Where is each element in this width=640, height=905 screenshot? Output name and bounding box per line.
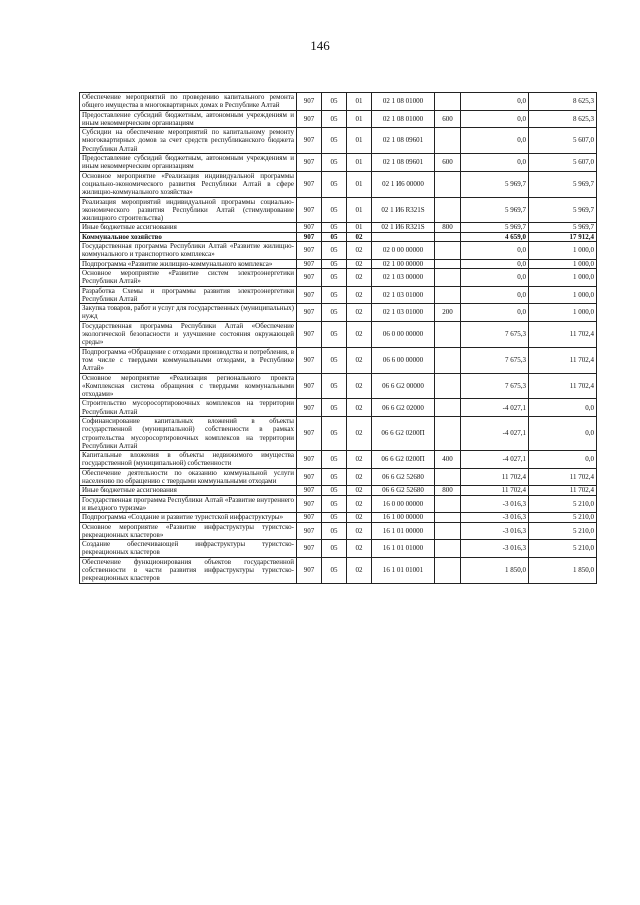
row-subsection-code: 01: [347, 197, 372, 223]
table-row: [80, 522, 597, 540]
row-ministry-code: 907: [297, 522, 322, 540]
row-amount-change: -3 016,3: [461, 522, 529, 540]
row-subsection-code: 02: [347, 468, 372, 486]
row-amount-change: 0,0: [461, 268, 529, 286]
row-target-article-code: 02 1 08 01000: [372, 110, 435, 128]
row-section-code: 05: [322, 399, 347, 417]
row-amount-change: 4 659,0: [461, 232, 529, 241]
page-number: 146: [310, 38, 330, 53]
row-section-code: 05: [322, 223, 347, 232]
row-amount-total: 5 969,7: [529, 171, 597, 197]
row-expense-type-code: [435, 171, 461, 197]
row-expense-type-code: [435, 197, 461, 223]
table-row: [80, 321, 597, 347]
row-target-article-code: [372, 232, 435, 241]
row-name: Государственная программа Республики Алтай «Развитие жилищно-коммунального и транспортного комплекса»: [80, 242, 297, 260]
row-target-article-code: 06 6 G2 00000: [372, 373, 435, 399]
row-amount-total: 11 702,4: [529, 373, 597, 399]
row-subsection-code: 02: [347, 557, 372, 583]
row-expense-type-code: [435, 128, 461, 154]
row-name: Субсидии на обеспечение мероприятий по капитальному ремонту многоквартирных домов за счет средств республиканского бюджета Республики Алтай: [80, 128, 297, 154]
table-row: [80, 347, 597, 373]
row-target-article-code: 06 6 G2 02000: [372, 399, 435, 417]
row-subsection-code: 02: [347, 495, 372, 513]
row-amount-total: 1 000,0: [529, 286, 597, 304]
row-amount-change: 0,0: [461, 304, 529, 322]
row-subsection-code: 02: [347, 268, 372, 286]
table-row: [80, 513, 597, 522]
row-subsection-code: 02: [347, 347, 372, 373]
row-ministry-code: 907: [297, 495, 322, 513]
row-ministry-code: 907: [297, 468, 322, 486]
row-target-article-code: 02 1 03 00000: [372, 268, 435, 286]
row-target-article-code: 02 1 08 01000: [372, 93, 435, 111]
row-name: Подпрограмма «Создание и развитие туристской инфраструктуры»: [80, 513, 297, 522]
row-section-code: 05: [322, 495, 347, 513]
row-ministry-code: 907: [297, 93, 322, 111]
row-amount-change: 5 969,7: [461, 197, 529, 223]
row-section-code: 05: [322, 416, 347, 450]
row-amount-total: 17 912,4: [529, 232, 597, 241]
row-amount-total: 5 210,0: [529, 513, 597, 522]
row-target-article-code: 02 1 08 09601: [372, 154, 435, 172]
table-row: [80, 416, 597, 450]
row-expense-type-code: [435, 468, 461, 486]
row-target-article-code: 16 0 00 00000: [372, 495, 435, 513]
row-amount-change: 0,0: [461, 128, 529, 154]
row-name: Основное мероприятие «Развитие систем электроэнергетики Республики Алтай»: [80, 268, 297, 286]
row-subsection-code: 02: [347, 242, 372, 260]
row-subsection-code: 02: [347, 513, 372, 522]
row-amount-total: 5 210,0: [529, 540, 597, 558]
row-section-code: 05: [322, 242, 347, 260]
table-row: [80, 197, 597, 223]
row-ministry-code: 907: [297, 451, 322, 469]
row-expense-type-code: [435, 347, 461, 373]
row-expense-type-code: [435, 540, 461, 558]
row-section-code: 05: [322, 286, 347, 304]
row-expense-type-code: [435, 232, 461, 241]
row-amount-total: 5 607,0: [529, 154, 597, 172]
row-subsection-code: 02: [347, 451, 372, 469]
row-ministry-code: 907: [297, 347, 322, 373]
table-row: [80, 304, 597, 322]
row-amount-total: 0,0: [529, 399, 597, 417]
row-expense-type-code: [435, 93, 461, 111]
row-amount-change: 0,0: [461, 154, 529, 172]
row-name: Государственная программа Республики Алтай «Обеспечение экологической безопасности и улучшение состояния окружающей среды»: [80, 321, 297, 347]
row-name: Разработка Схемы и программы развития электроэнергетики Республики Алтай: [80, 286, 297, 304]
row-amount-change: 0,0: [461, 93, 529, 111]
row-target-article-code: 16 1 01 01001: [372, 557, 435, 583]
row-expense-type-code: [435, 259, 461, 268]
row-amount-change: 5 969,7: [461, 223, 529, 232]
row-amount-total: 1 000,0: [529, 242, 597, 260]
row-name: Основное мероприятие «Реализация регионального проекта «Комплексная система обращения с твердыми коммунальными отходами»: [80, 373, 297, 399]
row-expense-type-code: [435, 557, 461, 583]
table-body: [80, 93, 597, 584]
row-target-article-code: 02 1 03 01000: [372, 286, 435, 304]
row-amount-change: 7 675,3: [461, 373, 529, 399]
row-ministry-code: 907: [297, 171, 322, 197]
row-target-article-code: 02 1 08 09601: [372, 128, 435, 154]
row-subsection-code: 02: [347, 286, 372, 304]
table-row: [80, 110, 597, 128]
row-name: Основное мероприятие «Развитие инфраструктуры туристско-рекреационных кластеров»: [80, 522, 297, 540]
row-name: Подпрограмма «Обращение с отходами производства и потребления, в том числе с твердыми коммунальными отходами, в Республике Алтай»: [80, 347, 297, 373]
row-amount-change: 11 702,4: [461, 468, 529, 486]
table-row: [80, 171, 597, 197]
row-name: Иные бюджетные ассигнования: [80, 486, 297, 495]
row-name: Предоставление субсидий бюджетным, автономным учреждениям и иным некоммерческим организациям: [80, 110, 297, 128]
row-section-code: 05: [322, 540, 347, 558]
row-amount-total: 5 969,7: [529, 197, 597, 223]
row-amount-total: 11 702,4: [529, 321, 597, 347]
row-amount-total: 5 210,0: [529, 522, 597, 540]
table-row: [80, 540, 597, 558]
row-ministry-code: 907: [297, 399, 322, 417]
row-amount-total: 11 702,4: [529, 468, 597, 486]
row-amount-total: 1 000,0: [529, 304, 597, 322]
row-name: Закупка товаров, работ и услуг для государственных (муниципальных) нужд: [80, 304, 297, 322]
row-subsection-code: 01: [347, 110, 372, 128]
row-expense-type-code: [435, 268, 461, 286]
row-expense-type-code: [435, 522, 461, 540]
row-name: Государственная программа Республики Алтай «Развитие внутреннего и въездного туризма»: [80, 495, 297, 513]
row-section-code: 05: [322, 347, 347, 373]
row-amount-change: 7 675,3: [461, 347, 529, 373]
table-row: [80, 154, 597, 172]
row-ministry-code: 907: [297, 540, 322, 558]
row-target-article-code: 06 6 00 00000: [372, 347, 435, 373]
row-subsection-code: 01: [347, 223, 372, 232]
table-row: [80, 468, 597, 486]
row-section-code: 05: [322, 197, 347, 223]
row-name: Обеспечение функционирования объектов государственной собственности в части развития инфраструктуры туристско-рекреационных кластеров: [80, 557, 297, 583]
row-section-code: 05: [322, 232, 347, 241]
row-amount-change: -3 016,3: [461, 495, 529, 513]
row-target-article-code: 06 6 G2 0200П: [372, 416, 435, 450]
table-row: [80, 268, 597, 286]
row-subsection-code: 02: [347, 373, 372, 399]
row-section-code: 05: [322, 171, 347, 197]
row-target-article-code: 06 6 G2 52680: [372, 486, 435, 495]
row-amount-change: 0,0: [461, 242, 529, 260]
row-expense-type-code: 600: [435, 110, 461, 128]
row-target-article-code: 02 1 И6 00000: [372, 171, 435, 197]
row-subsection-code: 01: [347, 93, 372, 111]
row-name: Подпрограмма «Развитие жилищно-коммунального комплекса»: [80, 259, 297, 268]
row-target-article-code: 02 1 03 01000: [372, 304, 435, 322]
row-target-article-code: 06 6 G2 0200П: [372, 451, 435, 469]
row-name: Предоставление субсидий бюджетным, автономным учреждениям и иным некоммерческим организациям: [80, 154, 297, 172]
row-target-article-code: 02 1 00 00000: [372, 259, 435, 268]
row-ministry-code: 907: [297, 232, 322, 241]
table-row: [80, 399, 597, 417]
row-expense-type-code: 800: [435, 223, 461, 232]
row-amount-change: 5 969,7: [461, 171, 529, 197]
row-subsection-code: 02: [347, 522, 372, 540]
row-subsection-code: 02: [347, 540, 372, 558]
row-expense-type-code: [435, 495, 461, 513]
row-ministry-code: 907: [297, 321, 322, 347]
row-ministry-code: 907: [297, 557, 322, 583]
table-row: [80, 223, 597, 232]
row-expense-type-code: 800: [435, 486, 461, 495]
row-subsection-code: 02: [347, 304, 372, 322]
row-section-code: 05: [322, 268, 347, 286]
row-name: Иные бюджетные ассигнования: [80, 223, 297, 232]
row-ministry-code: 907: [297, 223, 322, 232]
row-target-article-code: 02 1 И6 R321S: [372, 197, 435, 223]
table-row: [80, 242, 597, 260]
row-name: Создание обеспечивающей инфраструктуры туристско-рекреационных кластеров: [80, 540, 297, 558]
row-section-code: 05: [322, 557, 347, 583]
row-name: Основное мероприятие «Реализация индивидуальной программы социально-экономического развития Республики Алтай в сфере жилищно-коммунального хозяйства»: [80, 171, 297, 197]
row-subsection-code: 02: [347, 399, 372, 417]
row-section-code: 05: [322, 128, 347, 154]
row-ministry-code: 907: [297, 110, 322, 128]
row-expense-type-code: [435, 373, 461, 399]
row-amount-change: -4 027,1: [461, 416, 529, 450]
row-amount-change: 0,0: [461, 259, 529, 268]
row-amount-change: -4 027,1: [461, 399, 529, 417]
table-row: [80, 232, 597, 241]
row-expense-type-code: [435, 286, 461, 304]
row-ministry-code: 907: [297, 486, 322, 495]
row-expense-type-code: [435, 399, 461, 417]
row-amount-change: 0,0: [461, 110, 529, 128]
row-amount-total: 11 702,4: [529, 486, 597, 495]
row-amount-total: 5 607,0: [529, 128, 597, 154]
table-row: [80, 373, 597, 399]
row-expense-type-code: [435, 321, 461, 347]
row-section-code: 05: [322, 304, 347, 322]
table-row: [80, 128, 597, 154]
row-expense-type-code: [435, 513, 461, 522]
row-name: Реализация мероприятий индивидуальной программы социально-экономического развития Республики Алтай (стимулирование жилищного строительства): [80, 197, 297, 223]
row-target-article-code: 16 1 00 00000: [372, 513, 435, 522]
row-ministry-code: 907: [297, 268, 322, 286]
row-subsection-code: 01: [347, 154, 372, 172]
row-section-code: 05: [322, 513, 347, 522]
row-subsection-code: 02: [347, 232, 372, 241]
row-amount-total: 8 625,3: [529, 93, 597, 111]
row-name: Обеспечение мероприятий по проведению капитального ремонта общего имущества в многоквартирных домах в Республике Алтай: [80, 93, 297, 111]
row-target-article-code: 06 0 00 00000: [372, 321, 435, 347]
row-name: Обеспечение деятельности по оказанию коммунальной услуги населению по обращению с твердыми коммунальными отходами: [80, 468, 297, 486]
row-ministry-code: 907: [297, 128, 322, 154]
table-row: [80, 93, 597, 111]
row-expense-type-code: 200: [435, 304, 461, 322]
row-target-article-code: 16 1 01 01000: [372, 540, 435, 558]
row-subsection-code: 02: [347, 416, 372, 450]
row-section-code: 05: [322, 110, 347, 128]
row-target-article-code: 06 6 G2 52680: [372, 468, 435, 486]
row-target-article-code: 16 1 01 00000: [372, 522, 435, 540]
row-ministry-code: 907: [297, 259, 322, 268]
row-section-code: 05: [322, 522, 347, 540]
row-amount-change: -3 016,3: [461, 540, 529, 558]
row-section-code: 05: [322, 486, 347, 495]
budget-table: [79, 92, 597, 584]
row-ministry-code: 907: [297, 197, 322, 223]
row-target-article-code: 02 0 00 00000: [372, 242, 435, 260]
row-amount-total: 1 000,0: [529, 259, 597, 268]
row-amount-total: 0,0: [529, 451, 597, 469]
row-subsection-code: 02: [347, 321, 372, 347]
row-amount-total: 1 850,0: [529, 557, 597, 583]
row-section-code: 05: [322, 259, 347, 268]
row-amount-change: 1 850,0: [461, 557, 529, 583]
row-name: Строительство мусоросортировочных комплексов на территории Республики Алтай: [80, 399, 297, 417]
row-ministry-code: 907: [297, 513, 322, 522]
row-ministry-code: 907: [297, 416, 322, 450]
row-ministry-code: 907: [297, 373, 322, 399]
row-section-code: 05: [322, 93, 347, 111]
row-ministry-code: 907: [297, 286, 322, 304]
row-amount-change: -3 016,3: [461, 513, 529, 522]
row-amount-total: 5 969,7: [529, 223, 597, 232]
row-expense-type-code: [435, 242, 461, 260]
row-section-code: 05: [322, 451, 347, 469]
row-subsection-code: 02: [347, 259, 372, 268]
row-name: Коммунальное хозяйство: [80, 232, 297, 241]
row-expense-type-code: 600: [435, 154, 461, 172]
row-amount-total: 0,0: [529, 416, 597, 450]
row-amount-total: 5 210,0: [529, 495, 597, 513]
row-subsection-code: 02: [347, 486, 372, 495]
row-amount-total: 8 625,3: [529, 110, 597, 128]
table-row: [80, 486, 597, 495]
row-amount-change: 0,0: [461, 286, 529, 304]
row-section-code: 05: [322, 373, 347, 399]
row-section-code: 05: [322, 154, 347, 172]
row-expense-type-code: [435, 416, 461, 450]
row-ministry-code: 907: [297, 304, 322, 322]
row-target-article-code: 02 1 И6 R321S: [372, 223, 435, 232]
row-amount-change: -4 027,1: [461, 451, 529, 469]
row-expense-type-code: 400: [435, 451, 461, 469]
row-name: Софинансирование капитальных вложений в объекты государственной (муниципальной) собственности в рамках строительства мусоросортировочных комплексов на территории Республики Алтай: [80, 416, 297, 450]
table-row: [80, 451, 597, 469]
row-ministry-code: 907: [297, 154, 322, 172]
row-name: Капитальные вложения в объекты недвижимого имущества государственной (муниципальной) собственности: [80, 451, 297, 469]
row-ministry-code: 907: [297, 242, 322, 260]
row-amount-total: 1 000,0: [529, 268, 597, 286]
table-row: [80, 495, 597, 513]
row-subsection-code: 01: [347, 171, 372, 197]
row-section-code: 05: [322, 321, 347, 347]
row-amount-change: 7 675,3: [461, 321, 529, 347]
table-row: [80, 286, 597, 304]
table-row: [80, 557, 597, 583]
row-section-code: 05: [322, 468, 347, 486]
table-row: [80, 259, 597, 268]
row-subsection-code: 01: [347, 128, 372, 154]
row-amount-total: 11 702,4: [529, 347, 597, 373]
row-amount-change: 11 702,4: [461, 486, 529, 495]
